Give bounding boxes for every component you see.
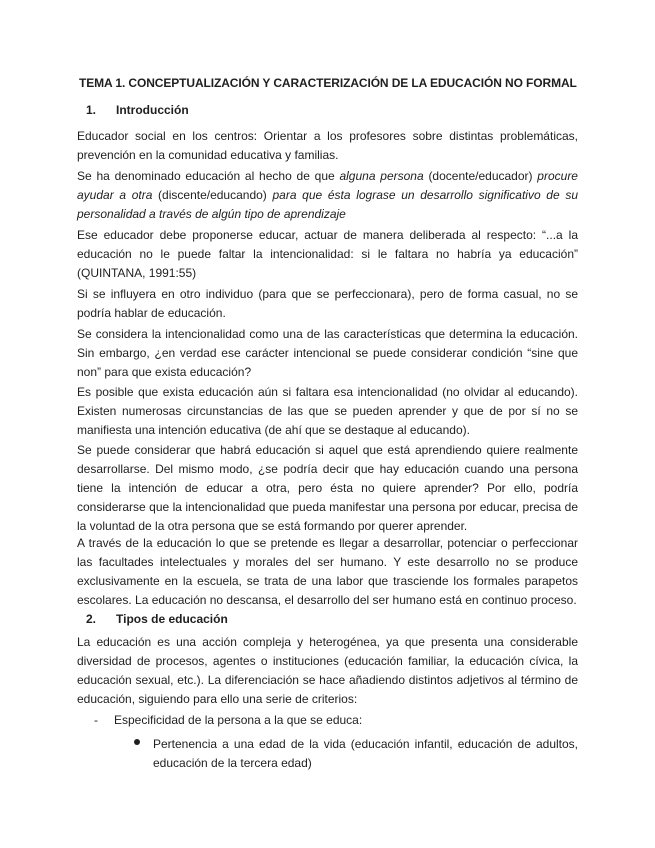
section-heading-introduccion — [86, 103, 189, 117]
paragraph-2-part-c: (docente/educador) — [423, 169, 538, 183]
paragraph-2-part-e: (discente/educando) — [152, 188, 273, 202]
paragraph-1: Educador social en los centros: Orientar a los profesores sobre distintas problemáticas, prevención en la comunidad educativa y familias. — [77, 129, 578, 162]
paragraph-9: La educación es una acción compleja y heterogénea, ya que presenta una considerable diversidad de procesos, agentes o instituciones (educación familiar, la educación cívica, la educación sexual, etc.). La diferenciación se hace añadiendo distintos adjetivos al término de educación, siguiendo para ello una serie de criterios: — [77, 635, 578, 706]
paragraph-2-italic-d: procure ayudar a otra — [77, 169, 578, 202]
paragraph-3: Ese educador debe proponerse educar, actuar de manera deliberada al respecto: “...a la educación no le puede faltar la intencionalidad: si le faltara no habría ya educación” (QUINTANA, 1991:55) — [77, 228, 578, 280]
list-item — [94, 713, 362, 727]
section-heading-tipos — [86, 612, 228, 626]
dash-marker: - — [94, 713, 98, 727]
paragraph-2-italic-f: para que ésta lograse un desarrollo significativo de su personalidad a través de algún tipo de aprendizaje — [77, 188, 578, 221]
paragraph-2-part-a: Se ha denominado educación al hecho de que — [77, 169, 340, 183]
paragraph-8: A través de la educación lo que se pretende es llegar a desarrollar, potenciar o perfeccionar las facultades intelectuales y morales del ser humano. Y este desarrollo no se produce exclusivamente en la escuela, se trata de una labor que trasciende los formales parapetos escolares. La educación no descansa, el desarrollo del ser humano está en continuo proceso. — [77, 536, 578, 607]
section-number: 2. — [86, 612, 97, 626]
paragraph-2 — [77, 167, 578, 224]
section-number: 1. — [86, 103, 97, 117]
section-title: Introducción — [116, 103, 189, 117]
document-title: TEMA 1. CONCEPTUALIZACIÓN Y CARACTERIZACIÓN DE LA EDUCACIÓN NO FORMAL — [79, 76, 577, 90]
sub-list-item-text: Pertenencia a una edad de la vida (educación infantil, educación de adultos, educación de la tercera edad) — [153, 737, 578, 770]
bullet-icon — [134, 739, 140, 745]
paragraph-6: Es posible que exista educación aún si faltara esa intencionalidad (no olvidar al educando). Existen numerosas circunstancias de las que se pueden aprender y que de por sí no se manifiesta una intención educativa (de ahí que se destaque al educando). — [77, 385, 578, 437]
paragraph-2-italic-b: alguna persona — [339, 169, 424, 183]
list-item-text: Especificidad de la persona a la que se educa: — [114, 713, 363, 727]
paragraph-4: Si se influyera en otro individuo (para que se perfeccionara), pero de forma casual, no se podría hablar de educación. — [77, 287, 578, 320]
section-title: Tipos de educación — [116, 612, 228, 626]
paragraph-7: Se puede considerar que habrá educación si aquel que está aprendiendo quiere realmente desarrollarse. Del mismo modo, ¿se podría decir que hay educación cuando una persona tiene la intención de educar a otra, pero ésta no quiere aprender? Por ello, podría considerarse que la intencionalidad que pueda manifestar una persona por educar, precisa de la voluntad de la otra persona que se está formando por querer aprender. — [77, 443, 578, 533]
paragraph-5: Se considera la intencionalidad como una de las características que determina la educación. Sin embargo, ¿en verdad ese carácter intencional se puede considerar condición “sine que non” para que exista educación? — [77, 327, 578, 379]
